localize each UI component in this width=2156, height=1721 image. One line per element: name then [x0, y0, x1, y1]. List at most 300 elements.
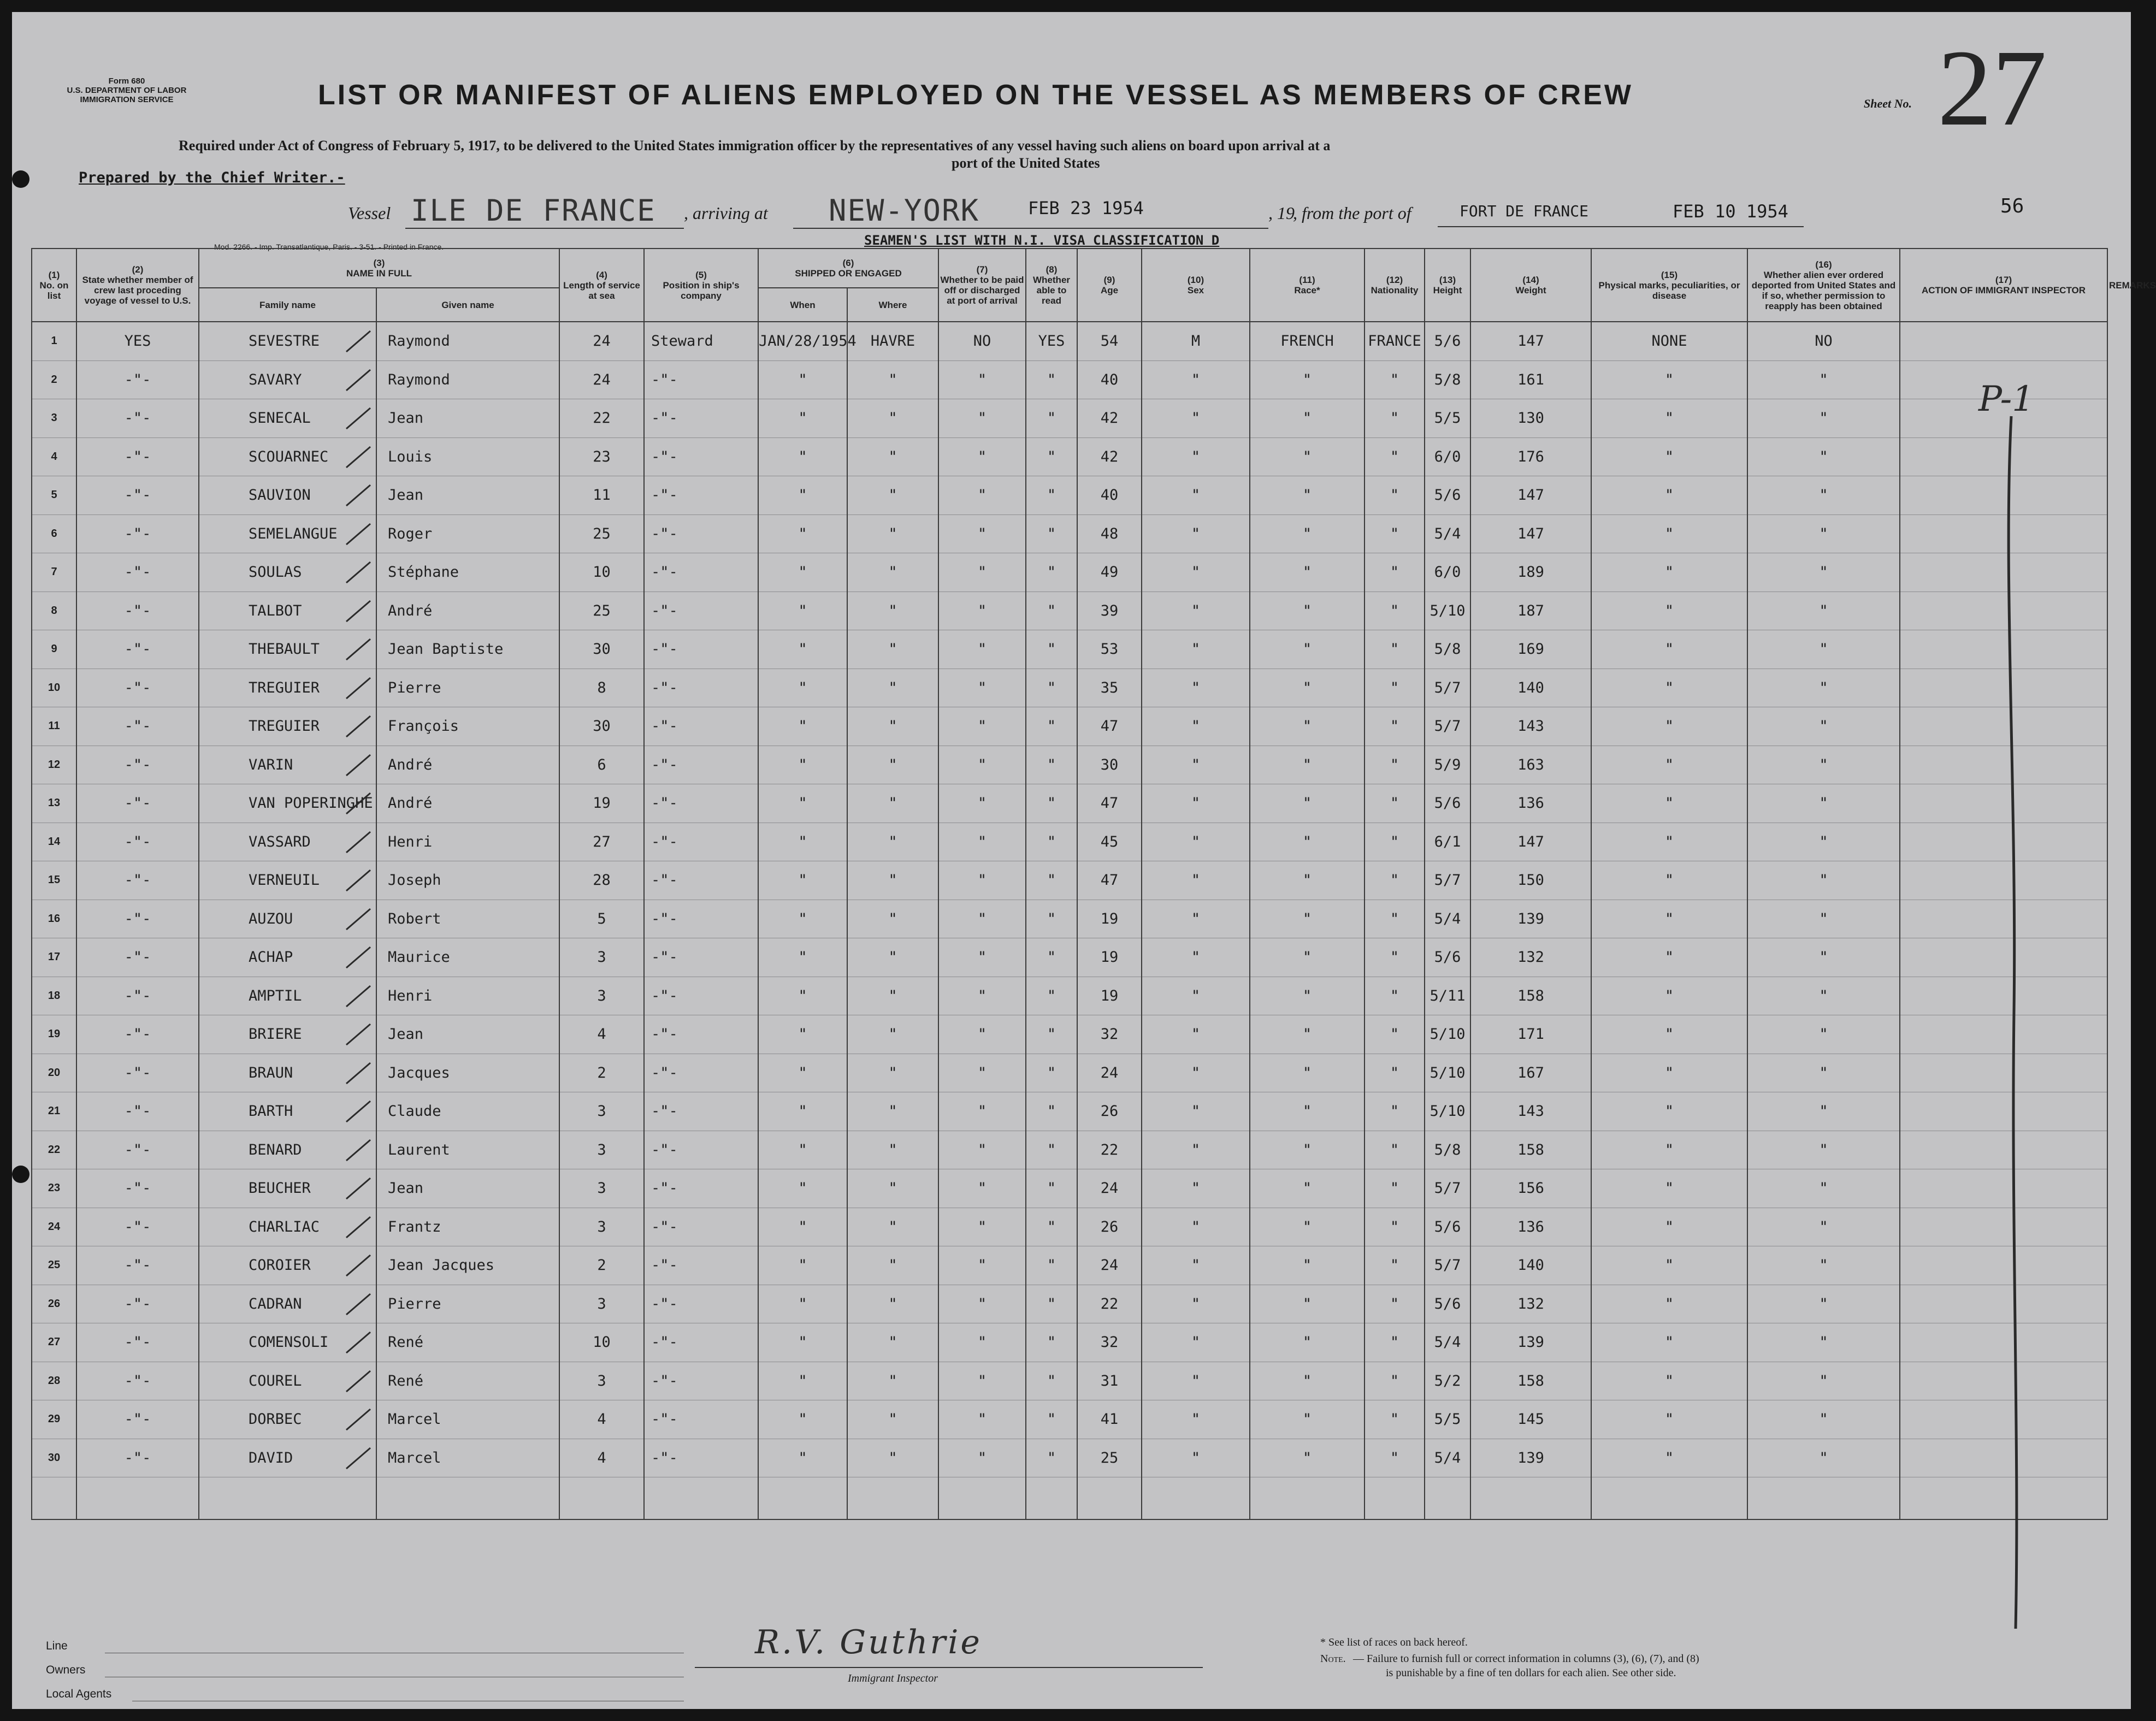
departure-underline	[1438, 226, 1804, 227]
cell-position: -"-	[644, 784, 758, 823]
agents-label: Local Agents	[46, 1688, 112, 1700]
cell-weight: 145	[1470, 1400, 1591, 1439]
cell-empty	[1250, 1477, 1365, 1520]
cell-weight: 161	[1470, 360, 1591, 399]
cell-read: "	[1026, 900, 1077, 938]
cell-given: Maurice	[376, 938, 559, 977]
cell-weight: 132	[1470, 1285, 1591, 1323]
cell-family: VASSARD	[199, 823, 376, 861]
cell-paid: "	[938, 553, 1026, 592]
cell-read: "	[1026, 399, 1077, 438]
cell-no: 29	[32, 1400, 76, 1439]
table-row	[32, 437, 2107, 476]
cell-paid: "	[938, 630, 1026, 669]
cell-given: Marcel	[376, 1439, 559, 1477]
table-row	[32, 1092, 2107, 1131]
table-row	[32, 1131, 2107, 1169]
cell-read: "	[1026, 784, 1077, 823]
cell-position: -"-	[644, 514, 758, 553]
cell-marks: "	[1591, 900, 1747, 938]
cell-given: René	[376, 1323, 559, 1362]
cell-sex: "	[1142, 514, 1250, 553]
cell-weight: 156	[1470, 1169, 1591, 1208]
cell-deported: "	[1747, 784, 1900, 823]
cell-deported: "	[1747, 1015, 1900, 1054]
cell-weight: 189	[1470, 553, 1591, 592]
cell-given: Claude	[376, 1092, 559, 1131]
sheet-number: 27	[1938, 28, 2047, 149]
cell-position: -"-	[644, 1092, 758, 1131]
cell-family: THEBAULT	[199, 630, 376, 669]
cell-empty	[758, 1477, 847, 1520]
cell-position: -"-	[644, 1246, 758, 1285]
cell-paid: "	[938, 1439, 1026, 1477]
cell-given: Robert	[376, 900, 559, 938]
cell-deported: NO	[1747, 322, 1900, 360]
cell-race: "	[1250, 476, 1365, 515]
cell-marks: "	[1591, 360, 1747, 399]
cell-deported: "	[1747, 823, 1900, 861]
cell-given: Frantz	[376, 1208, 559, 1246]
cell-nat: "	[1365, 784, 1425, 823]
cell-no: 18	[32, 977, 76, 1015]
cell-weight: 139	[1470, 900, 1591, 938]
cell-deported: "	[1747, 592, 1900, 630]
cell-prev: -"-	[76, 1362, 199, 1400]
cell-where: "	[847, 630, 938, 669]
cell-read: "	[1026, 669, 1077, 707]
cell-when: JAN/28/1954	[758, 322, 847, 360]
cell-position: -"-	[644, 1208, 758, 1246]
cell-marks: "	[1591, 1169, 1747, 1208]
cell-position: -"-	[644, 1285, 758, 1323]
cell-where: "	[847, 1169, 938, 1208]
cell-deported: "	[1747, 1169, 1900, 1208]
vessel-underline	[405, 228, 684, 229]
cell-where: "	[847, 1015, 938, 1054]
cell-position: -"-	[644, 900, 758, 938]
cell-position: -"-	[644, 1323, 758, 1362]
table-row	[32, 322, 2107, 360]
cell-weight: 158	[1470, 1131, 1591, 1169]
cell-position: -"-	[644, 399, 758, 438]
check-mark-icon	[342, 1214, 375, 1241]
cell-empty	[1142, 1477, 1250, 1520]
cell-deported: "	[1747, 1400, 1900, 1439]
cell-sex: "	[1142, 630, 1250, 669]
cell-where: "	[847, 360, 938, 399]
cell-when: "	[758, 900, 847, 938]
cell-deported: "	[1747, 1323, 1900, 1362]
cell-service: 24	[559, 322, 644, 360]
cell-empty	[199, 1477, 376, 1520]
cell-given: Jean Jacques	[376, 1246, 559, 1285]
cell-race: "	[1250, 938, 1365, 977]
printer-line: Mod. 2266. - Imp. Transatlantique, Paris. - 3-51. - Printed in France.	[214, 243, 444, 251]
cell-prev: -"-	[76, 553, 199, 592]
cell-sex: "	[1142, 399, 1250, 438]
cell-where: "	[847, 514, 938, 553]
cell-family: AUZOU	[199, 900, 376, 938]
cell-when: "	[758, 823, 847, 861]
table-row	[32, 1400, 2107, 1439]
cell-family: SEVESTRE	[199, 322, 376, 360]
cell-read: "	[1026, 746, 1077, 784]
cell-when: "	[758, 1400, 847, 1439]
cell-read: "	[1026, 476, 1077, 515]
sheet-label: Sheet No.	[1864, 97, 1912, 110]
cell-deported: "	[1747, 707, 1900, 746]
col-no: (1) No. on list	[32, 249, 76, 322]
cell-family: BEUCHER	[199, 1169, 376, 1208]
cell-nat: "	[1365, 592, 1425, 630]
cell-no: 11	[32, 707, 76, 746]
cell-read: "	[1026, 1285, 1077, 1323]
cell-empty	[847, 1477, 938, 1520]
cell-age: 45	[1077, 823, 1142, 861]
cell-height: 5/10	[1425, 1092, 1470, 1131]
table-row	[32, 861, 2107, 900]
cell-sex: "	[1142, 1208, 1250, 1246]
cell-inspector-action	[1900, 322, 2107, 360]
cell-no: 24	[32, 1208, 76, 1246]
cell-service: 24	[559, 360, 644, 399]
cell-read: "	[1026, 630, 1077, 669]
cell-given: Laurent	[376, 1131, 559, 1169]
cell-weight: 169	[1470, 630, 1591, 669]
col-position: (5) Position in ship's company	[644, 249, 758, 322]
cell-read: "	[1026, 553, 1077, 592]
cell-paid: "	[938, 592, 1026, 630]
cell-nat: FRANCE	[1365, 322, 1425, 360]
cell-read: YES	[1026, 322, 1077, 360]
cell-race: "	[1250, 746, 1365, 784]
cell-deported: "	[1747, 1054, 1900, 1092]
cell-no: 4	[32, 437, 76, 476]
cell-where: "	[847, 746, 938, 784]
cell-service: 30	[559, 707, 644, 746]
cell-nat: "	[1365, 1131, 1425, 1169]
cell-height: 5/7	[1425, 861, 1470, 900]
cell-marks: "	[1591, 437, 1747, 476]
cell-empty	[938, 1477, 1026, 1520]
cell-deported: "	[1747, 1092, 1900, 1131]
check-mark-icon	[342, 944, 375, 971]
cell-sex: "	[1142, 437, 1250, 476]
cell-prev: -"-	[76, 784, 199, 823]
cell-weight: 147	[1470, 476, 1591, 515]
cell-service: 3	[559, 1208, 644, 1246]
cell-nat: "	[1365, 1323, 1425, 1362]
cell-nat: "	[1365, 1054, 1425, 1092]
note-text-1: — Failure to furnish full or correct information in columns (3), (6), (7), and (8)	[1353, 1653, 1699, 1665]
cell-family: SOULAS	[199, 553, 376, 592]
cell-weight: 143	[1470, 707, 1591, 746]
cell-nat: "	[1365, 1015, 1425, 1054]
cell-service: 8	[559, 669, 644, 707]
cell-read: "	[1026, 823, 1077, 861]
cell-weight: 150	[1470, 861, 1591, 900]
cell-position: -"-	[644, 1054, 758, 1092]
cell-weight: 171	[1470, 1015, 1591, 1054]
table-row	[32, 900, 2107, 938]
cell-service: 5	[559, 900, 644, 938]
cell-height: 5/6	[1425, 476, 1470, 515]
cell-deported: "	[1747, 399, 1900, 438]
cell-when: "	[758, 437, 847, 476]
cell-service: 25	[559, 592, 644, 630]
cell-sex: M	[1142, 322, 1250, 360]
signature-underline	[695, 1667, 1203, 1668]
cell-given: Stéphane	[376, 553, 559, 592]
cell-age: 47	[1077, 784, 1142, 823]
cell-given: André	[376, 746, 559, 784]
cell-where: "	[847, 1285, 938, 1323]
cell-position: -"-	[644, 476, 758, 515]
cell-weight: 147	[1470, 514, 1591, 553]
cell-prev: -"-	[76, 476, 199, 515]
cell-position: -"-	[644, 1439, 758, 1477]
cell-family: DAVID	[199, 1439, 376, 1477]
cell-nat: "	[1365, 900, 1425, 938]
cell-nat: "	[1365, 1208, 1425, 1246]
cell-nat: "	[1365, 437, 1425, 476]
cell-nat: "	[1365, 669, 1425, 707]
cell-nat: "	[1365, 1285, 1425, 1323]
cell-race: "	[1250, 1054, 1365, 1092]
line-label: Line	[46, 1640, 68, 1652]
cell-position: -"-	[644, 1400, 758, 1439]
cell-family: CADRAN	[199, 1285, 376, 1323]
cell-no: 2	[32, 360, 76, 399]
cell-age: 41	[1077, 1400, 1142, 1439]
cell-paid: "	[938, 437, 1026, 476]
cell-service: 3	[559, 1092, 644, 1131]
cell-empty	[32, 1477, 76, 1520]
cell-where: "	[847, 900, 938, 938]
cell-position: -"-	[644, 1131, 758, 1169]
cell-marks: "	[1591, 938, 1747, 977]
cell-where: "	[847, 1400, 938, 1439]
table-row	[32, 1285, 2107, 1323]
cell-when: "	[758, 1208, 847, 1246]
cell-empty	[644, 1477, 758, 1520]
cell-age: 39	[1077, 592, 1142, 630]
cell-marks: "	[1591, 1323, 1747, 1362]
cell-given: François	[376, 707, 559, 746]
cell-sex: "	[1142, 1131, 1250, 1169]
col-shipped: (6) SHIPPED OR ENGAGED	[758, 249, 938, 288]
cell-race: "	[1250, 977, 1365, 1015]
cell-when: "	[758, 669, 847, 707]
cell-nat: "	[1365, 1362, 1425, 1400]
cell-deported: "	[1747, 900, 1900, 938]
cell-no: 30	[32, 1439, 76, 1477]
cell-race: "	[1250, 1246, 1365, 1285]
cell-paid: "	[938, 1362, 1026, 1400]
check-mark-icon	[342, 328, 375, 355]
check-mark-icon	[342, 405, 375, 432]
col-where: Where	[847, 288, 938, 322]
cell-where: "	[847, 437, 938, 476]
cell-race: "	[1250, 1131, 1365, 1169]
cell-deported: "	[1747, 630, 1900, 669]
cell-where: "	[847, 707, 938, 746]
cell-height: 5/7	[1425, 707, 1470, 746]
cell-sex: "	[1142, 669, 1250, 707]
cell-where: "	[847, 1208, 938, 1246]
cell-prev: -"-	[76, 399, 199, 438]
col-weight: (14) Weight	[1470, 249, 1591, 322]
cell-when: "	[758, 1285, 847, 1323]
cell-where: "	[847, 784, 938, 823]
cell-no: 27	[32, 1323, 76, 1362]
cell-family: TALBOT	[199, 592, 376, 630]
cell-height: 5/8	[1425, 1131, 1470, 1169]
cell-age: 47	[1077, 861, 1142, 900]
inspector-label: Immigrant Inspector	[848, 1672, 938, 1684]
cell-nat: "	[1365, 1400, 1425, 1439]
cell-no: 1	[32, 322, 76, 360]
check-mark-icon	[342, 1175, 375, 1202]
cell-family: COUREL	[199, 1362, 376, 1400]
cell-family: COROIER	[199, 1246, 376, 1285]
cell-paid: "	[938, 1169, 1026, 1208]
cell-when: "	[758, 360, 847, 399]
col-race: (11) Race*	[1250, 249, 1365, 322]
cell-where: "	[847, 553, 938, 592]
cell-read: "	[1026, 1092, 1077, 1131]
table-row	[32, 514, 2107, 553]
manifest-sheet	[12, 12, 2156, 1709]
cell-prev: -"-	[76, 360, 199, 399]
cell-when: "	[758, 1169, 847, 1208]
cell-read: "	[1026, 1400, 1077, 1439]
cell-given: Louis	[376, 437, 559, 476]
cell-weight: 139	[1470, 1323, 1591, 1362]
cell-marks: "	[1591, 707, 1747, 746]
check-mark-icon	[342, 598, 375, 625]
cell-prev: -"-	[76, 977, 199, 1015]
cell-sex: "	[1142, 1092, 1250, 1131]
col-name: (3) NAME IN FULL	[199, 249, 559, 288]
cell-weight: 140	[1470, 1246, 1591, 1285]
cell-prev: -"-	[76, 669, 199, 707]
cell-where: "	[847, 938, 938, 977]
cell-race: "	[1250, 553, 1365, 592]
cell-sex: "	[1142, 1400, 1250, 1439]
cell-deported: "	[1747, 360, 1900, 399]
cell-position: -"-	[644, 592, 758, 630]
cell-no: 17	[32, 938, 76, 977]
cell-family: ACHAP	[199, 938, 376, 977]
table-row	[32, 1054, 2107, 1092]
cell-age: 22	[1077, 1131, 1142, 1169]
cell-height: 6/0	[1425, 437, 1470, 476]
cell-no: 21	[32, 1092, 76, 1131]
cell-race: "	[1250, 1208, 1365, 1246]
cell-service: 27	[559, 823, 644, 861]
cell-service: 3	[559, 938, 644, 977]
cell-no: 19	[32, 1015, 76, 1054]
cell-prev: -"-	[76, 1015, 199, 1054]
note-text-2: is punishable by a fine of ten dollars for each alien. See other side.	[1386, 1667, 1676, 1679]
cell-race: "	[1250, 1439, 1365, 1477]
cell-marks: "	[1591, 553, 1747, 592]
cell-family: DORBEC	[199, 1400, 376, 1439]
table-row	[32, 360, 2107, 399]
cell-sex: "	[1142, 360, 1250, 399]
table-row	[32, 784, 2107, 823]
vessel-name: ILE DE FRANCE	[411, 193, 656, 228]
cell-race: "	[1250, 514, 1365, 553]
owners-label: Owners	[46, 1664, 86, 1676]
cell-position: -"-	[644, 630, 758, 669]
cell-position: Steward	[644, 322, 758, 360]
cell-prev: -"-	[76, 592, 199, 630]
cell-where: "	[847, 399, 938, 438]
cell-height: 5/4	[1425, 1323, 1470, 1362]
cell-position: -"-	[644, 977, 758, 1015]
col-paid-off: (7) Whether to be paid off or discharged at port of arrival	[938, 249, 1026, 322]
cell-service: 22	[559, 399, 644, 438]
from-port-label: , from the port of	[1293, 203, 1411, 223]
prepared-by: Prepared by the Chief Writer.-	[79, 169, 345, 186]
cell-service: 30	[559, 630, 644, 669]
cell-nat: "	[1365, 360, 1425, 399]
cell-prev: -"-	[76, 861, 199, 900]
cell-paid: "	[938, 514, 1026, 553]
cell-position: -"-	[644, 938, 758, 977]
cell-age: 19	[1077, 938, 1142, 977]
cell-race: "	[1250, 823, 1365, 861]
cell-service: 28	[559, 861, 644, 900]
cell-height: 5/6	[1425, 938, 1470, 977]
check-mark-icon	[342, 482, 375, 509]
cell-position: -"-	[644, 437, 758, 476]
cell-service: 3	[559, 1362, 644, 1400]
table-row	[32, 1362, 2107, 1400]
form-id-block	[53, 76, 200, 104]
cell-weight: 167	[1470, 1054, 1591, 1092]
cell-where: "	[847, 1439, 938, 1477]
cell-service: 25	[559, 514, 644, 553]
cell-position: -"-	[644, 1015, 758, 1054]
cell-service: 3	[559, 1285, 644, 1323]
cell-service: 2	[559, 1054, 644, 1092]
check-mark-icon	[342, 675, 375, 702]
cell-age: 31	[1077, 1362, 1142, 1400]
cell-height: 5/6	[1425, 1285, 1470, 1323]
cell-given: Jacques	[376, 1054, 559, 1092]
cell-prev: -"-	[76, 1169, 199, 1208]
cell-paid: "	[938, 823, 1026, 861]
form-number: Form 680	[108, 76, 145, 86]
cell-where: "	[847, 1054, 938, 1092]
cell-family: BARTH	[199, 1092, 376, 1131]
cell-no: 3	[32, 399, 76, 438]
cell-service: 6	[559, 746, 644, 784]
cell-nat: "	[1365, 1092, 1425, 1131]
cell-nat: "	[1365, 399, 1425, 438]
cell-nat: "	[1365, 1246, 1425, 1285]
cell-marks: "	[1591, 630, 1747, 669]
cell-deported: "	[1747, 746, 1900, 784]
cell-family: TREGUIER	[199, 707, 376, 746]
cell-race: "	[1250, 1092, 1365, 1131]
cell-race: "	[1250, 1015, 1365, 1054]
cell-when: "	[758, 977, 847, 1015]
